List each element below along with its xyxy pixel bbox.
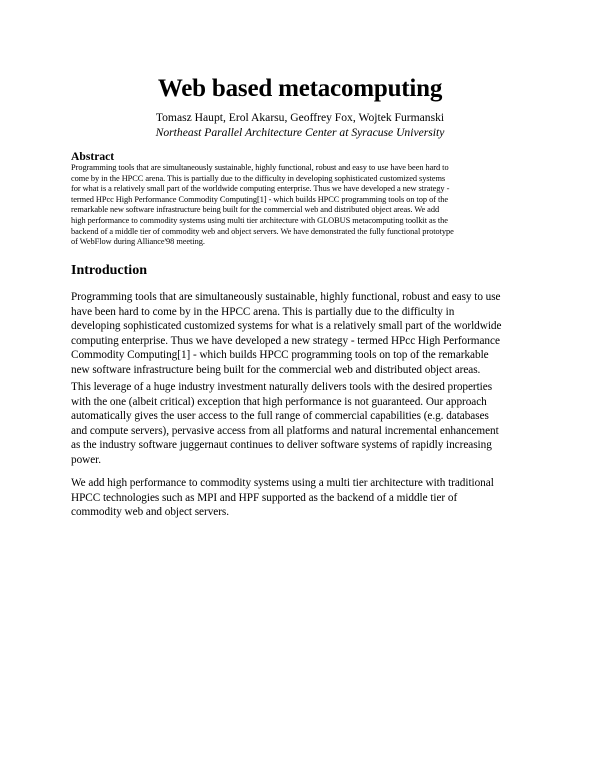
intro-paragraph-3	[71, 476, 541, 520]
intro-paragraph-1	[71, 290, 541, 377]
paragraph-line: We add high performance to commodity systems using a multi tier architecture with traditional	[71, 477, 494, 489]
abstract-line: come by in the HPCC arena. This is partially due to the difficulty in developing sophisticated customized systems	[71, 173, 446, 183]
abstract-line: high performance to commodity systems using multi tier architecture with GLOBUS metacomputing toolkit as the	[71, 215, 448, 225]
abstract-line: Programming tools that are simultaneously sustainable, highly functional, robust and easy to use have been hard to	[71, 163, 449, 172]
intro-paragraph-2	[71, 380, 541, 467]
paragraph-line: computing enterprise. Thus we have developed a new strategy - termed HPcc High Performance	[71, 334, 500, 347]
introduction-heading: Introduction	[71, 263, 147, 278]
paragraph-line: and compute servers), pervasive access from all platforms and natural incremental enhancement	[71, 424, 499, 437]
author-list: Tomasz Haupt, Erol Akarsu, Geoffrey Fox, Wojtek Furmanski	[155, 111, 445, 124]
paragraph-line: Commodity Computing[1] - which builds HPCC programming tools on top of the remarkable	[71, 349, 489, 362]
paragraph-line: automatically gives the user access to the full range of commercial capabilities (e.g. databases	[71, 410, 489, 423]
paper-title: Web based metacomputing	[157, 75, 443, 102]
paragraph-line: power.	[71, 453, 102, 466]
paragraph-line: HPCC technologies such as MPI and HPF supported as the backend of a middle tier of	[71, 491, 458, 504]
abstract-line: of WebFlow during Alliance'98 meeting.	[71, 237, 205, 247]
author-affiliation: Northeast Parallel Architecture Center at Syracuse University	[155, 126, 445, 139]
abstract-line: for what is a relatively small part of the worldwide computing enterprise. Thus we have developed a new strategy -	[71, 184, 450, 194]
paragraph-line: with the one (albeit critical) exception that high performance is not guaranteed. Our approach	[71, 395, 487, 408]
abstract-line: termed HPcc High Performance Commodity Computing[1] - which builds HPCC programming tools on top of the	[71, 194, 448, 204]
abstract-heading: Abstract	[71, 150, 115, 163]
abstract-body	[71, 163, 533, 248]
paragraph-line: commodity web and object servers.	[71, 506, 229, 519]
paragraph-line: have been hard to come by in the HPCC arena. This is partially due to the difficulty in	[71, 305, 455, 318]
paragraph-line: as the industry software juggernaut continues to deliver software systems of rapidly increasing	[71, 439, 492, 452]
paragraph-line: new software infrastructure being built for the commercial web and distributed object areas.	[71, 363, 481, 376]
paragraph-line: developing sophisticated customized systems for what is a relatively small part of the worldwide	[71, 320, 502, 333]
paragraph-line: Programming tools that are simultaneously sustainable, highly functional, robust and easy to use	[71, 291, 501, 303]
abstract-line: remarkable new software infrastructure being built for the commercial web and distributed object areas. We add	[71, 205, 440, 215]
abstract-line: backend of a middle tier of commodity web and object servers. We have demonstrated the fully functional prototype	[71, 226, 454, 236]
paragraph-line: This leverage of a huge industry investment naturally delivers tools with the desired properties	[71, 381, 493, 393]
